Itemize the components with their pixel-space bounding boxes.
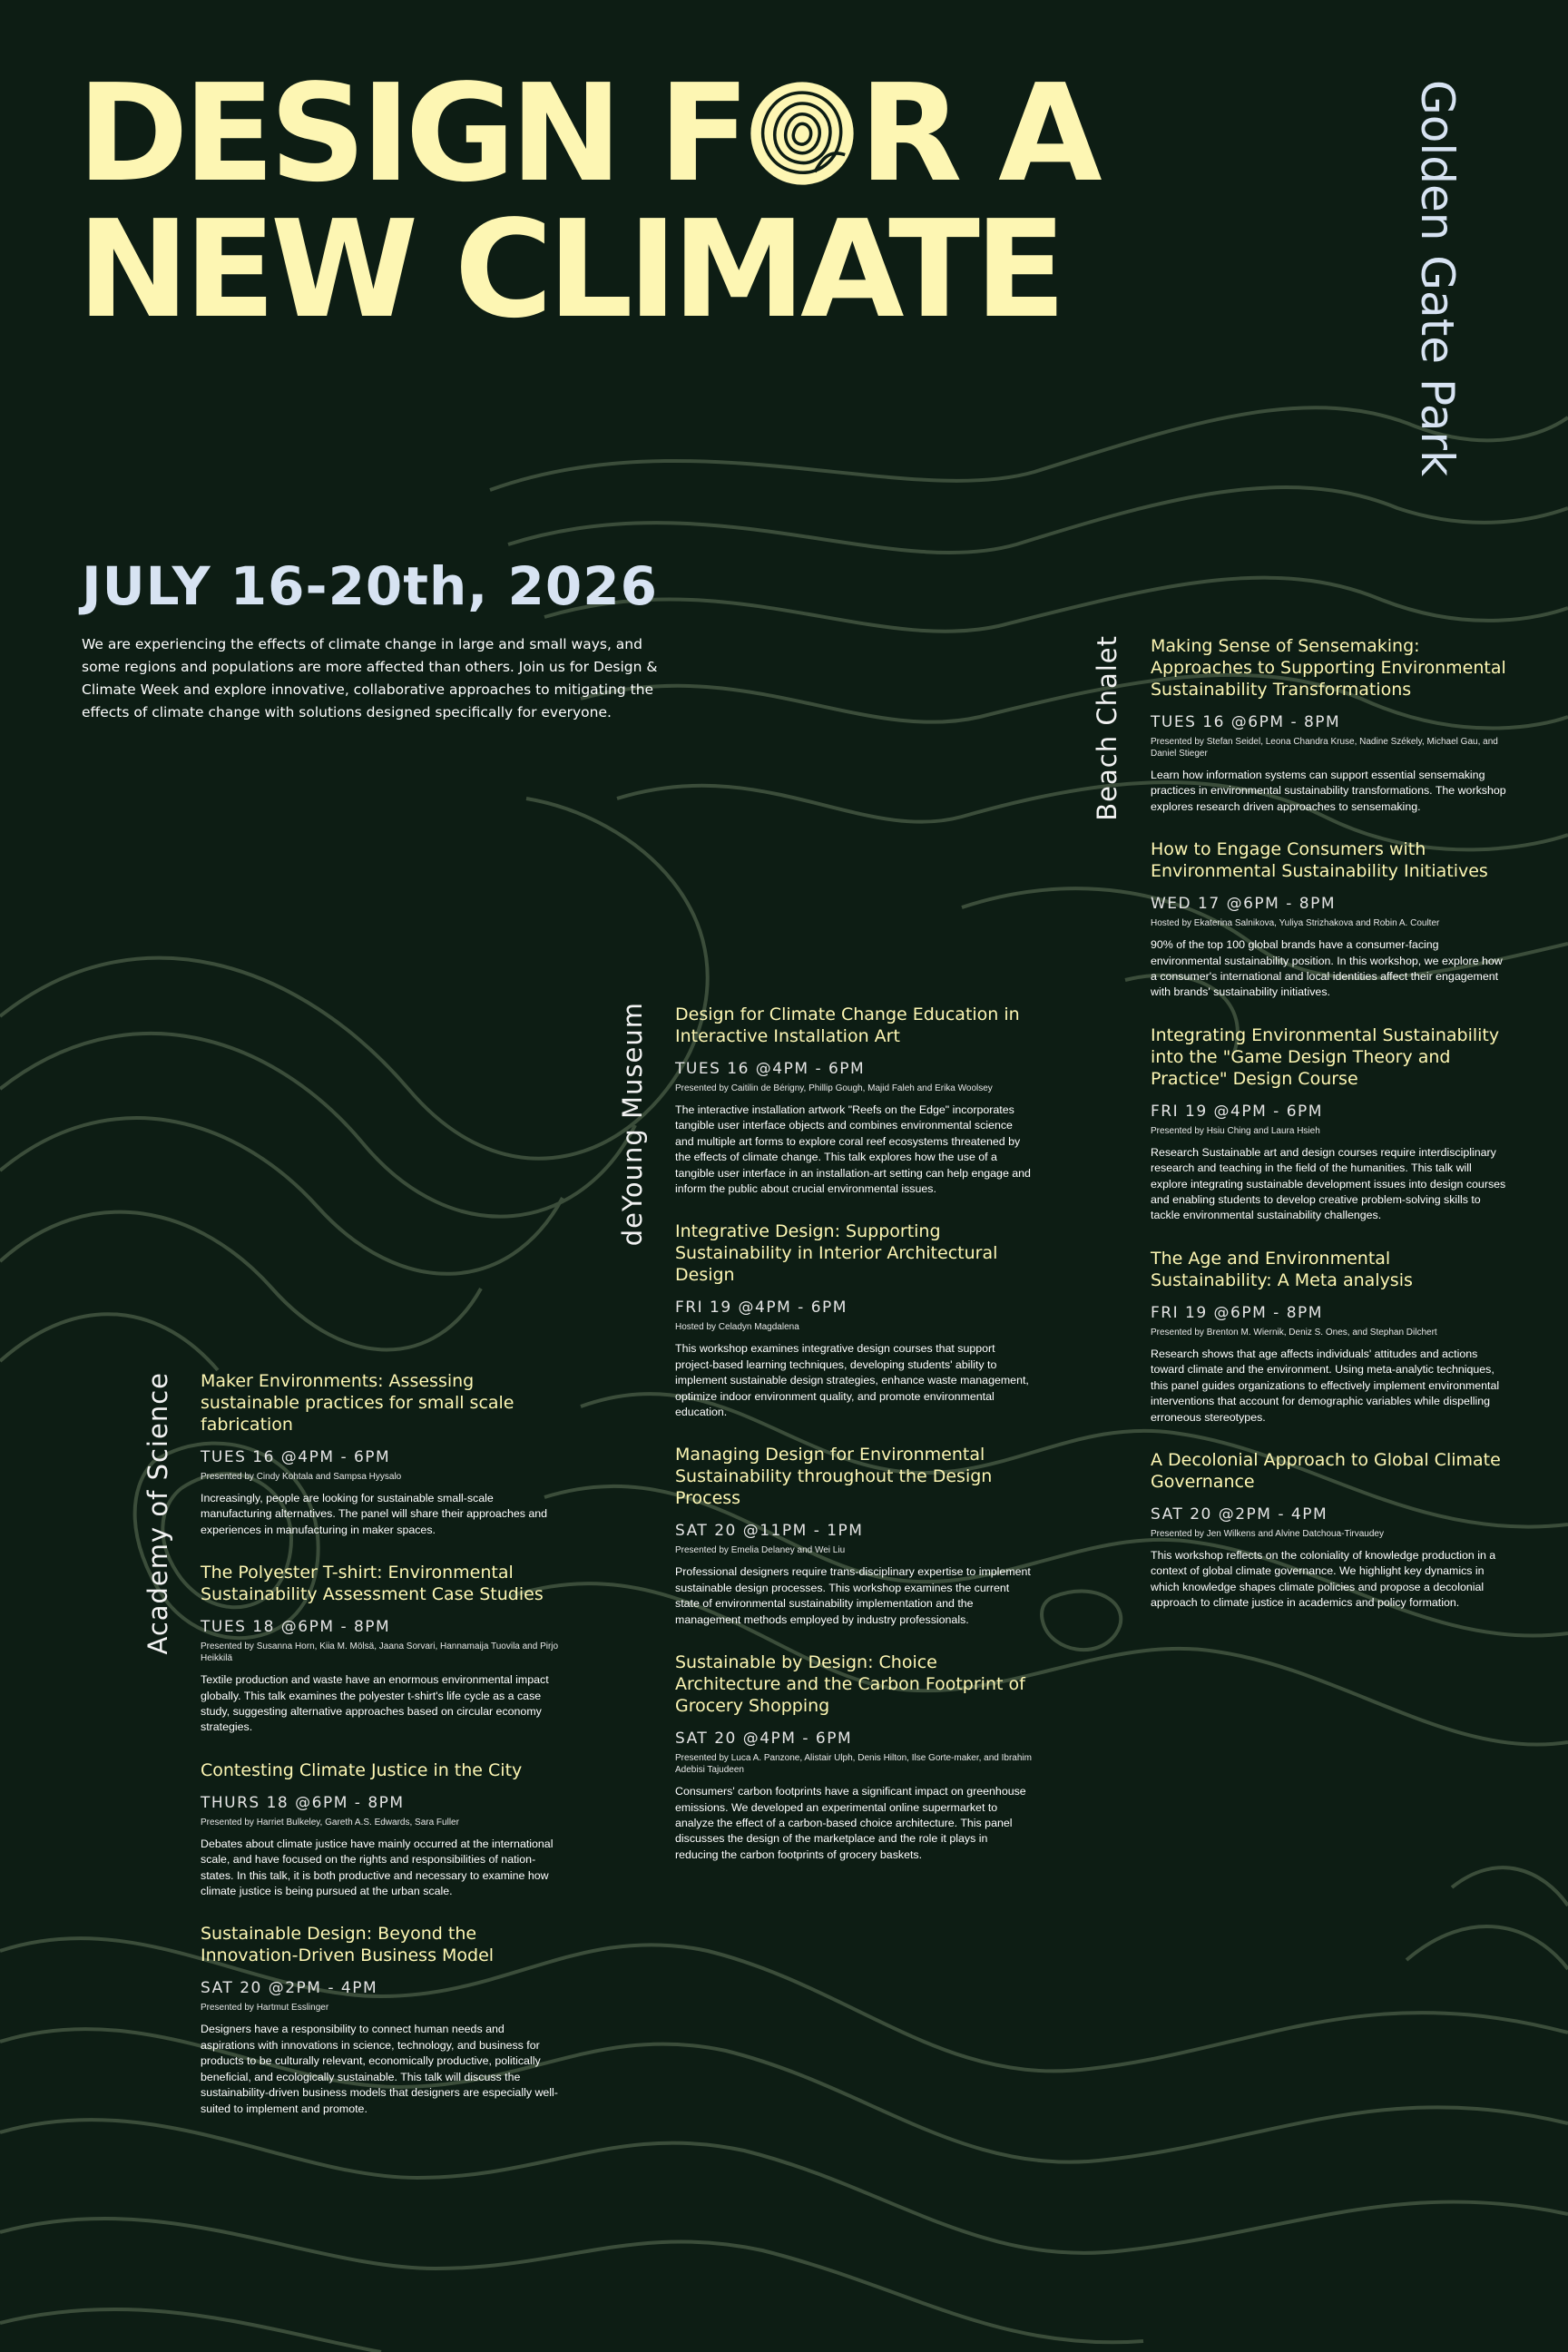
event-time: TUES 16 @4PM - 6PM	[675, 1060, 866, 1078]
event-item	[1151, 635, 1509, 815]
event-presenters: Presented by Cindy Kohtala and Sampsa Hyysalo	[201, 1472, 402, 1482]
event-title: A Decolonial Approach to Global Climate Governance	[1151, 1449, 1501, 1492]
event-description: Textile production and waste have an enormous environmental impact globally. This talk examines the polyester t-shirt's life cycle as a case study, suggesting alternative approaches based on circular economy strategies.	[201, 1673, 549, 1734]
event-time: SAT 20 @4PM - 6PM	[675, 1730, 853, 1749]
venue-label-deyoung-museum: deYoung Museum	[617, 1002, 648, 1247]
event-presenters: Presented by Jen Wilkens and Alvine Datchoua-Tirvaudey	[1151, 1528, 1384, 1539]
location-label: Golden Gate Park	[1411, 80, 1464, 477]
event-item	[201, 1923, 559, 2116]
tree-ring-icon	[749, 80, 856, 187]
event-presenters: Presented by Susanna Horn, Kiia M. Mölsä, Jaana Sorvari, Hannamaija Tuovila and Pirjo Heikkilä	[201, 1642, 559, 1664]
venue-label-beach-chalet: Beach Chalet	[1092, 635, 1122, 821]
event-item	[675, 1220, 1034, 1420]
venue-events-beach-chalet	[1151, 635, 1509, 1635]
event-presenters: Presented by Caitilin de Bérigny, Phillip Gough, Majid Faleh and Erika Woolsey	[675, 1083, 993, 1093]
event-title: Managing Design for Environmental Sustainability throughout the Design Process	[675, 1445, 993, 1509]
event-item	[1151, 1449, 1509, 1612]
venue-events-academy	[201, 1370, 559, 2141]
event-item	[201, 1562, 559, 1736]
event-item	[1151, 1024, 1509, 1224]
event-time: FRI 19 @4PM - 6PM	[1151, 1102, 1323, 1121]
event-presenters: Presented by Hartmut Esslinger	[201, 2003, 329, 2014]
event-title: The Age and Environmental Sustainability: A Meta analysis	[1151, 1248, 1413, 1290]
event-title: The Polyester T-shirt: Environmental Sustainability Assessment Case Studies	[201, 1563, 544, 1605]
event-time: SAT 20 @11PM - 1PM	[675, 1522, 864, 1541]
event-item	[1151, 1248, 1509, 1426]
event-presenters: Presented by Brenton M. Wiernik, Deniz S. Ones, and Stephan Dilchert	[1151, 1327, 1437, 1338]
event-presenters: Presented by Hsiu Ching and Laura Hsieh	[1151, 1125, 1320, 1136]
event-item	[1151, 838, 1509, 1001]
event-presenters: Hosted by Ekaterina Salnikova, Yuliya Strizhakova and Robin A. Coulter	[1151, 918, 1440, 929]
event-time: TUES 16 @4PM - 6PM	[201, 1448, 391, 1466]
event-item	[675, 1444, 1034, 1628]
event-presenters: Presented by Harriet Bulkeley, Gareth A.S. Edwards, Sara Fuller	[201, 1817, 459, 1828]
event-description: 90% of the top 100 global brands have a consumer-facing environmental sustainability position. In this workshop, we explore how a consumer's international and local identities affect their engagement with brands' sustainability initiatives.	[1151, 938, 1503, 999]
event-time: TUES 18 @6PM - 8PM	[201, 1618, 391, 1637]
event-description: Increasingly, people are looking for sustainable small-scale manufacturing alternatives. The panel will share their approaches and experiences in manufacturing in maker spaces.	[201, 1492, 548, 1536]
event-time: SAT 20 @2PM - 4PM	[201, 1979, 378, 1998]
event-description: Designers have a responsibility to connect human needs and aspirations with innovations in science, technology, and business for products to be culturally relevant, economically productive, politically beneficial, and ecologically sustainable. This talk will discuss the sustainability-driven business models that designers are especially well-suited to implement and promote.	[201, 2023, 558, 2115]
event-title: Making Sense of Sensemaking: Approaches to Supporting Environmental Sustainability Transformations	[1151, 636, 1506, 700]
event-presenters: Presented by Luca A. Panzone, Alistair Ulph, Denis Hilton, Ilse Gorte-maker, and Ibrahim Adebisi Tajudeen	[675, 1753, 1032, 1776]
event-title: Design for Climate Change Education in Interactive Installation Art	[675, 1004, 1020, 1046]
event-title: How to Engage Consumers with Environmental Sustainability Initiatives	[1151, 839, 1488, 882]
event-item	[201, 1370, 559, 1538]
title-line-1-start: DESIGN F	[77, 55, 745, 211]
venue-label-academy-of-science: Academy of Science	[142, 1372, 173, 1655]
event-item	[675, 1651, 1034, 1863]
event-time: TUES 16 @6PM - 8PM	[1151, 713, 1341, 731]
event-title: Maker Environments: Assessing sustainable practices for small scale fabrication	[201, 1371, 514, 1435]
venue-events-deyoung	[675, 1004, 1034, 1886]
event-presenters: Presented by Emelia Delaney and Wei Liu	[675, 1545, 846, 1556]
poster-title	[77, 55, 1097, 348]
event-dates: JULY 16-20th, 2026	[82, 555, 658, 617]
event-description: Research shows that age affects individuals' attitudes and actions toward climate and the environment. Using meta-analytic techniques, this panel guides organizations to effectively implement environmental interventions that account for demographic variables while dispelling erroneous stereotypes.	[1151, 1347, 1500, 1424]
event-title: Integrative Design: Supporting Sustainability in Interior Architectural Design	[675, 1221, 998, 1286]
event-item	[675, 1004, 1034, 1197]
event-presenters: Presented by Stefan Seidel, Leona Chandra Kruse, Nadine Székely, Michael Gau, and Daniel Stieger	[1151, 737, 1498, 759]
event-time: THURS 18 @6PM - 8PM	[201, 1793, 405, 1812]
event-time: FRI 19 @4PM - 6PM	[675, 1298, 848, 1318]
event-description: Research Sustainable art and design courses require interdisciplinary research and teaching in the field of the humanities. This talk will explore integrating sustainable development issues into design courses and enabling students to develop creative problem-solving skills to tackle environmental sustainability challenges.	[1151, 1145, 1506, 1222]
intro-paragraph: We are experiencing the effects of climate change in large and small ways, and some regions and populations are more affected than others. Join us for Design & Climate Week and explore innovative, collaborative approaches to mitigating the effects of climate change with solutions designed specifically for everyone.	[82, 636, 658, 720]
event-description: This workshop examines integrative design courses that support project-based learning techniques, developing students' ability to implement sustainable design strategies, enhance waste management, optimize indoor environment quality, and promote environmental education.	[675, 1342, 1029, 1419]
event-title: Sustainable by Design: Choice Architecture and the Carbon Footprint of Grocery Shopping	[675, 1652, 1025, 1717]
event-description: Consumers' carbon footprints have a significant impact on greenhouse emissions. We developed an experimental online supermarket to analyze the effect of a carbon-based choice architecture. This panel discusses the design of the marketplace and the role it plays in reducing the carbon footprints of grocery baskets.	[675, 1785, 1026, 1861]
title-line-2: NEW CLIMATE	[77, 191, 1062, 348]
event-description: Learn how information systems can support essential sensemaking practices in environmental sustainability transformations. The workshop explores research driven approaches to sensemaking.	[1151, 769, 1506, 813]
event-presenters: Hosted by Celadyn Magdalena	[675, 1322, 799, 1333]
event-title: Contesting Climate Justice in the City	[201, 1759, 523, 1780]
event-description: Professional designers require trans-disciplinary expertise to implement sustainable design processes. This workshop examines the current state of environmental sustainability implementation and the management methods employed by industry professionals.	[675, 1565, 1031, 1626]
event-time: SAT 20 @2PM - 4PM	[1151, 1504, 1328, 1524]
event-title: Integrating Environmental Sustainability into the "Game Design Theory and Practice" Design Course	[1151, 1024, 1500, 1089]
event-description: The interactive installation artwork "Reefs on the Edge" incorporates tangible user interface objects and combines environmental science and multiple art forms to explore coral reef ecosystems threatened by the effects of climate change. This talk explores how the use of a tangible user interface in an installation-art setting can help engage and inform the public about crucial environmental issues.	[675, 1103, 1031, 1196]
title-line-1	[77, 55, 1097, 211]
event-title: Sustainable Design: Beyond the Innovation-Driven Business Model	[201, 1924, 495, 1966]
event-time: WED 17 @6PM - 8PM	[1151, 895, 1336, 914]
event-description: This workshop reflects on the coloniality of knowledge production in a context of global climate governance. We highlight key dynamics in which knowledge shapes climate policies and propose a decolonial approach to climate justice in academics and policy formation.	[1151, 1548, 1496, 1610]
event-description: Debates about climate justice have mainly occurred at the international scale, and have focused on the rights and responsibilities of nation-states. In this talk, it is both productive and necessary to examine how climate justice is being pursued at the urban scale.	[201, 1837, 554, 1898]
event-item	[201, 1759, 559, 1900]
event-time: FRI 19 @6PM - 8PM	[1151, 1303, 1323, 1322]
title-line-1-end: R A	[858, 55, 1097, 211]
